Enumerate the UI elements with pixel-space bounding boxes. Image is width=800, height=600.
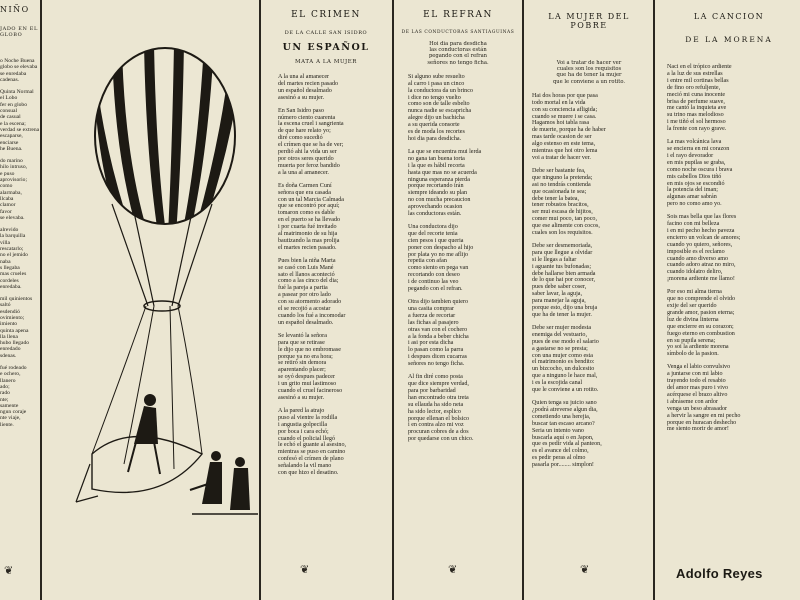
stanza: fué rodeado e ochero, llanero ado; rado nte; samente ngun coraje nte viaje, liente. xyxy=(0,365,27,428)
ornament-icon: ❦ xyxy=(300,563,310,576)
column-title: LA CANCION xyxy=(693,12,765,21)
stanza: Hai dos horas por que pasa todo mortal en la vida con su conciencia afligida; cuando se muere i se casa. Hagamos hoi tabla rasa de muerte, porque ha de haber mas tarde ocasion de ser algo estenso en este tema, mientras que hoi otro lema voi a tratar de hacer ver. xyxy=(532,92,606,161)
column-divider xyxy=(653,0,655,600)
article-heading: UN ESPAÑOL xyxy=(282,42,370,53)
ornament-icon: ❦ xyxy=(448,563,458,576)
column-divider xyxy=(259,0,261,600)
column-la-cancion xyxy=(659,0,799,560)
stanza: Si alguno sube resuelto al carro i pasa un cinco la conductora da un brinco i dice no tengo vuelto como son de talle esbelto nunca nadie se escapricha alegre dijo un bachicha a su querida consorte es de moda los recortes hoi dia para desdicha. xyxy=(408,73,473,142)
column-nino xyxy=(0,0,40,600)
column-la-mujer-del-pobre xyxy=(528,0,650,600)
stanza: En San Isidro paso número ciento cuarenta la escena cruel i sangrienta de que hare relato yo; diré como sucedió el crímen que se ha de ver; perdió ahi la vida un ser por otros seres querido muerta por feroz bandido a la una al amanecer. xyxy=(278,107,344,176)
stanza: Por eso mi alma tierna que no comprende el olvido exije del ser querido grande amor, pasion eterna; luz de divina linterna que encierre en su corazon; fuego eterno en combustion en su pupila serena; yo soi la ardiente morena símbolo de la pasion. xyxy=(667,289,736,358)
stanza: Una conductora dijo que del recorte tenia cien pesos i que queria poner con despacho al hijo por plata yo no me aflijo repetia con afan como siento en pega van recortando con deseo i de continuo las veo pegando con el refran. xyxy=(408,223,474,293)
stanza: Quien tenga su juicio sano ¿podrá atreverse algun dia, cometiendo una herejia, buscar tan escaso arcano? Seria un intento vano buscarla aquí o en Japon, que es pedir vida al panteon, es el avance del colmo, es pedir peras al olmo pasarla por........ simplon! xyxy=(532,399,602,469)
column-title: EL CRIMEN xyxy=(291,10,361,20)
stanza: do marino hilo intruso, e puso aprovisorio; como alarmaba, llcaba clamor favor se elevaba. xyxy=(0,158,28,221)
stanza: A la una al amanecer del martes recien pasado un español desalmado asesinó a su mujer. xyxy=(278,74,339,101)
column-divider xyxy=(392,0,394,600)
stanza: La mas volcánica lava se encierra en mi corazon i el rayo devorador en mis pupilas se graba, como noche oscura i brava mis cabellos Dios tiñó en mis ojos se escondió la potencia del iman; algunas amar sabrán pero no como amo yo. xyxy=(667,139,733,208)
stanza: o Noche Buena globo se elevaba se enredaba cadenas. xyxy=(0,58,38,83)
stanza: mil quinientos saltó esdendió ovimiento; imiento quinta apena lla llena hubo llegado enredado sdenas. xyxy=(0,296,33,359)
article-subheading: MATA A LA MUJER xyxy=(295,59,357,65)
column-subtitle: DE LA CALLE SAN ISIDRO xyxy=(284,30,368,36)
stanza: Quinta Normal el Lobo fer en globo consual de casual e la escena; verdad se extrena escaparse, enciarse he Buena. xyxy=(0,89,40,152)
stanza: Debe ser desmemoriada, para que llegue a olvidar si le llegas a faltar i aguante tus bufonadas; debe hallarse bien armada de lo que hai por conocer, pues debe saber coser, saber lavar, la aguja, para manejar la aguja, porque esto, dijo una bruja que ha de tener la mujer. xyxy=(532,242,598,318)
column-subtitle: DE LA MORENA xyxy=(685,35,773,44)
stanza: A la pared la atrajo puso al vientre la rodilla i angustia golpecilla por boca i cara echó; cuando el policial llegó le echó el guante al asesino, mientras se puso en camino confesó el crímen de plano señalando la vil mano con que hizo el desatino. xyxy=(278,407,347,477)
stanza: Sois mas bella que las flores facino con mi belleza i en mi pecho hecho paveza encierro un volcan de amores; cuando yo quiero, señores, imposible es el reclamo cuando amo diverso amo cuando adoro atraz no miro, cuando idolatro deliro, ¡morena ardiente me llamo! xyxy=(667,214,741,283)
stanza: La que se encuentra mui lerda no gana tan buena torta i la que es hábil recorta hasta que mas no se acuerda ninguna esperanza pierda porque recortando irán siempre ideando su plan no con mucha precaucion aprovechando ocasion las conductoras están. xyxy=(408,148,482,218)
column-title: NIÑO xyxy=(0,5,30,14)
column-divider xyxy=(522,0,524,600)
column-subtitle: DE LAS CONDUCTORAS SANTIAGUINAS xyxy=(401,30,515,35)
stanza: Venga el labio convulsivo a juntarse con mi labio trayendo todo el resabio del amor mas puro i vivo acérquese el brazo altivo i abráseme con ardor venga un beso abrasador a hervir la sangre en mi pecho porque en huracan deshecho me siento morir de amor! xyxy=(667,364,741,433)
hot-air-balloon-illustration xyxy=(62,44,258,524)
stanza: Es doña Carmen Cuní señora que era casada con un tal Marcia Calmada que se encontró por aquí; tomaron como es dable en el puerto se ha llevado i por cuarta fué invitado al matrimonio de su hija bautizando la mas prolija el martes recien pasado. xyxy=(278,182,344,251)
column-el-crimen xyxy=(264,0,388,600)
stanza: alrevido la barquilla villa rescatarlo; no el jemido naba s llegaba mas crueles cordeles enredaba. xyxy=(0,227,28,290)
ornament-icon: ❦ xyxy=(580,563,590,576)
stanza: Otra dijo tambien quiero una casita comprar a fuerza de recortar las fichas al pasajero otras van con el cochero a la fonda a beber chicha i asi por esta dicha lo pasan como la parra i despues dicen cucarras señores no tengo ficha. xyxy=(408,299,469,368)
intro-quatrain: Voi a tratar de hacer ver cuales son los requisitos que ha de tener la mujer que le conviene a un rotito. xyxy=(552,60,626,85)
ornament-icon: ❦ xyxy=(4,564,14,577)
column-subtitle: JADO EN EL GLOBO xyxy=(0,26,38,38)
stanza: Se levantó la señora para que se retirase le dijo que no embromase porque ya no era hora; se retiró sin demora aparentando placer; se oyó despues padecer i un grito mui lastimoso cuando el cruel facineroso asesinó a su mujer. xyxy=(278,332,343,401)
stanza: Debe ser mujer modesta enemiga del vestuario, pues de ese modo el salario a gastarse no se presta; con una mujer como esta el matrimonio es bendito: un bizcocho, un dulcesito que a ninguno le hace mal, i es la escojida canal que le conviene a un rotito. xyxy=(532,324,599,394)
column-title: LA MUJER DEL POBRE xyxy=(548,12,630,30)
intro-quatrain: Hoi dia para desdicha las conductoras están pegando con el refran señores no tengo ficha. xyxy=(427,41,489,66)
author-signature: Adolfo Reyes xyxy=(676,566,763,581)
column-title: EL REFRAN xyxy=(423,10,493,20)
stanza: Naci en el trópico ardiente a la luz de sus estrellas i entre mil cortinas bellas de fino oro refuljente, meció mi cuna inocente brisa de perfume suave, me cantó la inquieta ave su trino mas melodioso i me tiñó el sol hermoso la frente con rayo grave. xyxy=(667,64,732,133)
stanza: Pues bien la niña Marta se casó con Luis Mané sato el llanos aconteció como a las cinco del dia; fué la pareja a partia a pasear por otro lado con su atormento adorado el se recojió a acostar cuando los fué a incomodar un español desalmado. xyxy=(278,257,346,326)
stanza: Debe ser bastante fea, que ninguno la pretenda; asi no tendrás contienda que ocasionada te sea; debe tener la batea, tener robustos bracitos, ser mui escasa de hijitos, comer mui poco, tan poco, que ese alimente con cocos, cuales son los requisitos. xyxy=(532,167,600,237)
stanza: Al fin diré como posta que dice siempre verdad, para por barbaridad han encontrado otra treta su ellauda ha sido neta ha sido lector, esplico porque ellenan el bolsico i en contra alzo mi voz procuran cobres de a dos por quedarse con un chico. xyxy=(408,374,474,443)
column-divider xyxy=(40,0,42,600)
column-el-refran xyxy=(398,0,518,600)
